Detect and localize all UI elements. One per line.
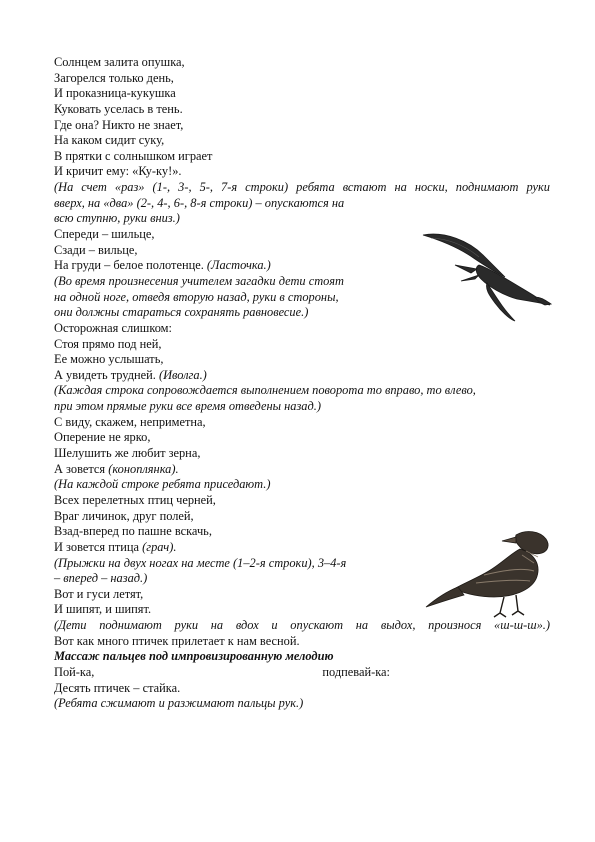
line-text: (На каждой строке ребята приседают.) <box>54 477 271 492</box>
poem-line <box>54 415 554 431</box>
line-text: Десять птичек – стайка. <box>54 680 181 695</box>
line-text: Где она? Никто не знает, <box>54 117 184 132</box>
line-text: Куковать уселась в тень. <box>54 101 183 116</box>
line-text: Загорелся только день, <box>54 70 174 85</box>
line-text: Спереди – шильце, <box>54 227 155 242</box>
line-text: И шипят, и шипят. <box>54 602 152 617</box>
poem-line <box>54 493 554 509</box>
poem-line <box>54 86 554 102</box>
line-text: (На счет «раз» (1-, 3-, 5-, 7-я строки) ребята встают на носки, поднимают руки <box>54 180 550 195</box>
answer-text: (грач). <box>142 539 177 554</box>
line-text: И зовется птица <box>54 539 143 554</box>
poem-line <box>54 118 554 134</box>
line-text: (Дети поднимают руки на вдох и опускают на выдох, произнося «ш-ш-ш».) <box>54 618 550 633</box>
instruction-line <box>54 477 554 493</box>
poem-line <box>54 681 554 697</box>
line-text: Солнцем залита опушка, <box>54 55 185 69</box>
poem-line <box>54 133 554 149</box>
line-text: (Каждая строка сопровождается выполнением поворота то вправо, то влево, <box>54 383 476 398</box>
poem-line <box>54 55 554 71</box>
line-text: Враг личинок, друг полей, <box>54 508 194 523</box>
line-text: Осторожная слишком: <box>54 320 172 335</box>
line-text: На груди – белое полотенце. <box>54 258 207 273</box>
poem-line <box>54 446 554 462</box>
line-text: при этом прямые руки все время отведены назад.) <box>54 399 321 414</box>
instruction-line <box>54 696 554 712</box>
instruction-line <box>54 180 550 196</box>
line-text: А увидеть трудней. <box>54 367 159 382</box>
line-text: они должны стараться сохранять равновесие.) <box>54 305 309 320</box>
line-text: Сзади – вильце, <box>54 242 138 257</box>
line-text: В прятки с солнышком играет <box>54 148 213 163</box>
poem-line <box>54 164 554 180</box>
line-text: И кричит ему: «Ку-ку!». <box>54 164 182 179</box>
line-text: Всех перелетных птиц черней, <box>54 492 216 507</box>
line-text: (Прыжки на двух ногах на месте (1–2-я строки), 3–4-я <box>54 555 347 570</box>
instruction-line <box>54 383 554 399</box>
poem-line <box>54 665 390 681</box>
section-heading <box>54 649 554 665</box>
line-text: С виду, скажем, неприметна, <box>54 414 206 429</box>
line-text: На каком сидит суку, <box>54 133 165 148</box>
instruction-line <box>54 196 554 212</box>
line-text: Ее можно услышать, <box>54 352 164 367</box>
line-text: (Во время произнесения учителем загадки дети стоят <box>54 273 344 288</box>
line-text: А зовется <box>54 461 109 476</box>
poem-line-left: Пой-ка, <box>54 664 95 679</box>
poem-line <box>54 71 554 87</box>
line-text: Стоя прямо под ней, <box>54 336 162 351</box>
line-text: вверх, на «два» (2-, 4-, 6-, 8-я строки) – опускаются на <box>54 195 345 210</box>
answer-text: (Ласточка.) <box>206 258 271 273</box>
poem-line-right: подпевай-ка: <box>322 664 390 679</box>
poem-line <box>54 368 554 384</box>
poem-line <box>54 634 554 650</box>
poem-line <box>54 149 554 165</box>
line-text: на одной ноге, отведя вторую назад, руки в стороны, <box>54 289 339 304</box>
line-text: – вперед – назад.) <box>54 571 148 586</box>
answer-text: (Иволга.) <box>158 367 207 382</box>
rook-drawing <box>424 527 554 622</box>
poem-line <box>54 509 554 525</box>
line-text: Взад-вперед по пашне вскачь, <box>54 524 212 539</box>
poem-line <box>54 462 554 478</box>
poem-line <box>54 430 554 446</box>
instruction-line <box>54 399 554 415</box>
line-text: И проказница-кукушка <box>54 86 176 101</box>
line-text: Оперение не ярко, <box>54 430 151 445</box>
poem-line <box>54 102 554 118</box>
poem-line <box>54 352 554 368</box>
swallow-drawing <box>417 225 552 325</box>
line-text: Шелушить же любит зерна, <box>54 446 201 461</box>
line-text: Вот как много птичек прилетает к нам весной. <box>54 633 300 648</box>
line-text: Массаж пальцев под импровизированную мелодию <box>54 649 334 664</box>
line-text: всю ступню, руки вниз.) <box>54 211 180 226</box>
answer-text: (коноплянка). <box>108 461 179 476</box>
line-text: Вот и гуси летят, <box>54 586 144 601</box>
poem-line <box>54 337 554 353</box>
line-text: (Ребята сжимают и разжимают пальцы рук.) <box>54 696 304 711</box>
